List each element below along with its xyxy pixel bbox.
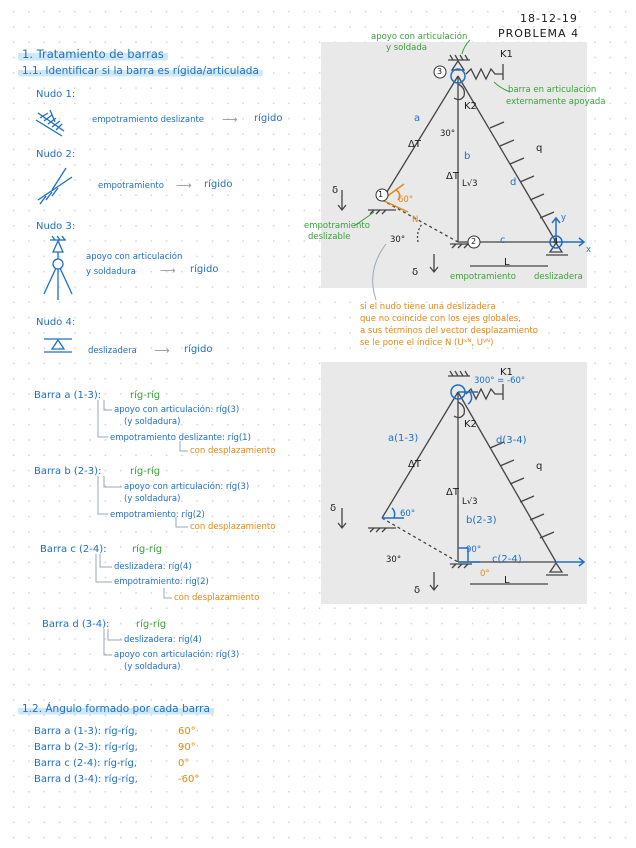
node-2-desc: empotramiento: [98, 181, 164, 191]
angle-row-d-value: -60°: [178, 774, 200, 785]
bar-a-note: con desplazamiento: [190, 446, 276, 456]
arrow-right-icon: ⟶: [222, 113, 238, 126]
note-bottom-right: deslizadera: [534, 272, 583, 282]
node-3-label: Nudo 3:: [36, 221, 76, 232]
k2-label: K2: [464, 101, 477, 112]
node-1-result: rígido: [254, 113, 283, 124]
axis-x-label: x: [586, 245, 592, 255]
k1-label-2: K1: [500, 367, 513, 378]
node-3-result: rígido: [190, 264, 219, 275]
note-bottom-left: empotramiento: [450, 272, 516, 282]
angle-row-d: Barra d (3-4): ríg-ríg,: [34, 774, 138, 785]
note-right: barra en articulación: [508, 85, 597, 95]
note-top: apoyo con articulación: [371, 32, 468, 42]
node-3-desc: apoyo con articulación: [86, 252, 183, 262]
node-4-result: rígido: [184, 344, 213, 355]
angle-30-bottom: 30°: [390, 235, 406, 245]
bar-c-label: c: [500, 235, 506, 246]
angle-c-0: 0°: [480, 569, 490, 579]
length-l-label-2: L: [504, 575, 510, 586]
angle-a-60: 60°: [400, 509, 416, 519]
angle-row-b: Barra b (2-3): ríg-ríg,: [34, 742, 138, 753]
delta-label-2: δ: [412, 267, 419, 278]
angle-60-label: 60°: [398, 195, 414, 205]
dt-label-2: ΔT: [446, 171, 459, 182]
dt-label-2b: ΔT: [446, 487, 459, 498]
bar-d-label: d: [510, 177, 517, 188]
bar-a-line1b: (y soldadura): [124, 417, 181, 427]
note-right-2: externamente apoyada: [506, 97, 606, 107]
bar-d-type: ríg-ríg: [136, 619, 167, 630]
section-subtitle: 1.1. Identificar si la barra es rígida/articulada: [18, 66, 263, 77]
note-left-2: deslizable: [308, 232, 351, 242]
bar-c-name: Barra c (2-4):: [40, 544, 107, 555]
bar-a-label-2: a(1-3): [388, 433, 419, 444]
bar-c-label-2: c(2-4): [492, 554, 522, 565]
load-q-label-2: q: [536, 461, 543, 472]
bar-d-label-2: d(3-4): [496, 435, 527, 446]
lv3-label-2: L√3: [462, 497, 478, 507]
section-title: 1. Tratamiento de barras: [18, 49, 168, 61]
angle-row-b-value: 90°: [178, 742, 196, 753]
delta-label-1: δ: [332, 185, 339, 196]
node-2-result: rígido: [204, 179, 233, 190]
dt-label-1: ΔT: [408, 139, 421, 150]
bar-b-name: Barra b (2-3):: [34, 466, 102, 477]
node-3-desc2: y soldadura: [86, 267, 136, 277]
bar-c-line1: deslizadera: ríg(4): [114, 562, 192, 572]
bar-c-type: ríg-ríg: [132, 544, 163, 555]
node-4-label: Nudo 4:: [36, 317, 76, 328]
node-marker-1: 1: [378, 190, 384, 199]
bar-b-label: b: [464, 151, 471, 162]
note-left: empotramiento: [304, 221, 370, 231]
lv3-label: L√3: [462, 179, 478, 189]
node-marker-4: 4: [553, 237, 559, 246]
node-marker-2: 2: [471, 237, 477, 246]
bar-c-note: con desplazamiento: [174, 593, 260, 603]
bar-a-line1: apoyo con articulación: ríg(3): [114, 405, 240, 415]
angle-row-a: Barra a (1-3): ríg-ríg,: [34, 726, 138, 737]
angle-30-fig2: 30°: [386, 555, 402, 565]
bar-b-label-2: b(2-3): [466, 515, 497, 526]
bar-b-type: ríg-ríg: [130, 466, 161, 477]
bar-c-line2: empotramiento: ríg(2): [114, 577, 209, 587]
bar-a-name: Barra a (1-3):: [34, 390, 102, 401]
bar-b-line2: empotramiento: ríg(2): [110, 510, 205, 520]
bar-b-line1: apoyo con articulación: ríg(3): [124, 482, 250, 492]
orange-note-line3: a sus términos del vector desplazamiento: [360, 326, 538, 336]
bar-d-line2b: (y soldadura): [124, 662, 181, 672]
orange-note-line4: se le pone el índice N (Uˣᴺ, Uʸᴺ): [360, 338, 494, 348]
bar-d-name: Barra d (3-4):: [42, 619, 110, 630]
bar-a-type: ríg-ríg: [130, 390, 161, 401]
top-angle-label: 300° = -60°: [474, 376, 526, 386]
dt-label-2a: ΔT: [408, 459, 421, 470]
angle-b-90: 90°: [466, 545, 482, 555]
date: 18-12-19: [520, 12, 578, 25]
delta-label-3: δ: [330, 503, 337, 514]
bar-b-line1b: (y soldadura): [124, 494, 181, 504]
node-2-label: Nudo 2:: [36, 149, 76, 160]
k2-label-2: K2: [464, 419, 477, 430]
delta-label-4: δ: [414, 585, 421, 596]
axis-y-label: y: [561, 213, 567, 223]
orange-note-line1: si el nudo tiene una deslizadera: [360, 302, 496, 312]
node-marker-3: 3: [437, 67, 443, 76]
bar-a-label: a: [414, 113, 421, 124]
bar-d-line1: deslizadera: ríg(4): [124, 635, 202, 645]
local-axis-n: N: [412, 215, 419, 225]
bar-d-line2: apoyo con articulación: ríg(3): [114, 650, 240, 660]
load-q-label: q: [536, 143, 543, 154]
angle-row-a-value: 60°: [178, 726, 196, 737]
problem-title: PROBLEMA 4: [498, 27, 580, 40]
section2-title: 1.2. Ángulo formado por cada barra: [18, 704, 214, 715]
angle-row-c-value: 0°: [178, 758, 190, 769]
length-l-label: L: [504, 257, 510, 268]
node-1-desc: empotramiento deslizante: [92, 115, 205, 125]
arrow-right-icon: ⟶: [160, 264, 176, 277]
arrow-right-icon: ⟶: [176, 179, 192, 192]
angle-row-c: Barra c (2-4): ríg-ríg,: [34, 758, 137, 769]
note-top-2: y soldada: [386, 43, 427, 53]
orange-note-line2: que no coincide con los ejes globales,: [360, 314, 521, 324]
angle-30-top: 30°: [440, 129, 456, 139]
node-4-desc: deslizadera: [88, 346, 137, 356]
bar-a-line2: empotramiento deslizante: ríg(1): [110, 433, 251, 443]
k1-label: K1: [500, 49, 513, 60]
bar-b-note: con desplazamiento: [190, 522, 276, 532]
arrow-right-icon: ⟶: [154, 344, 170, 357]
node-1-label: Nudo 1:: [36, 89, 76, 100]
